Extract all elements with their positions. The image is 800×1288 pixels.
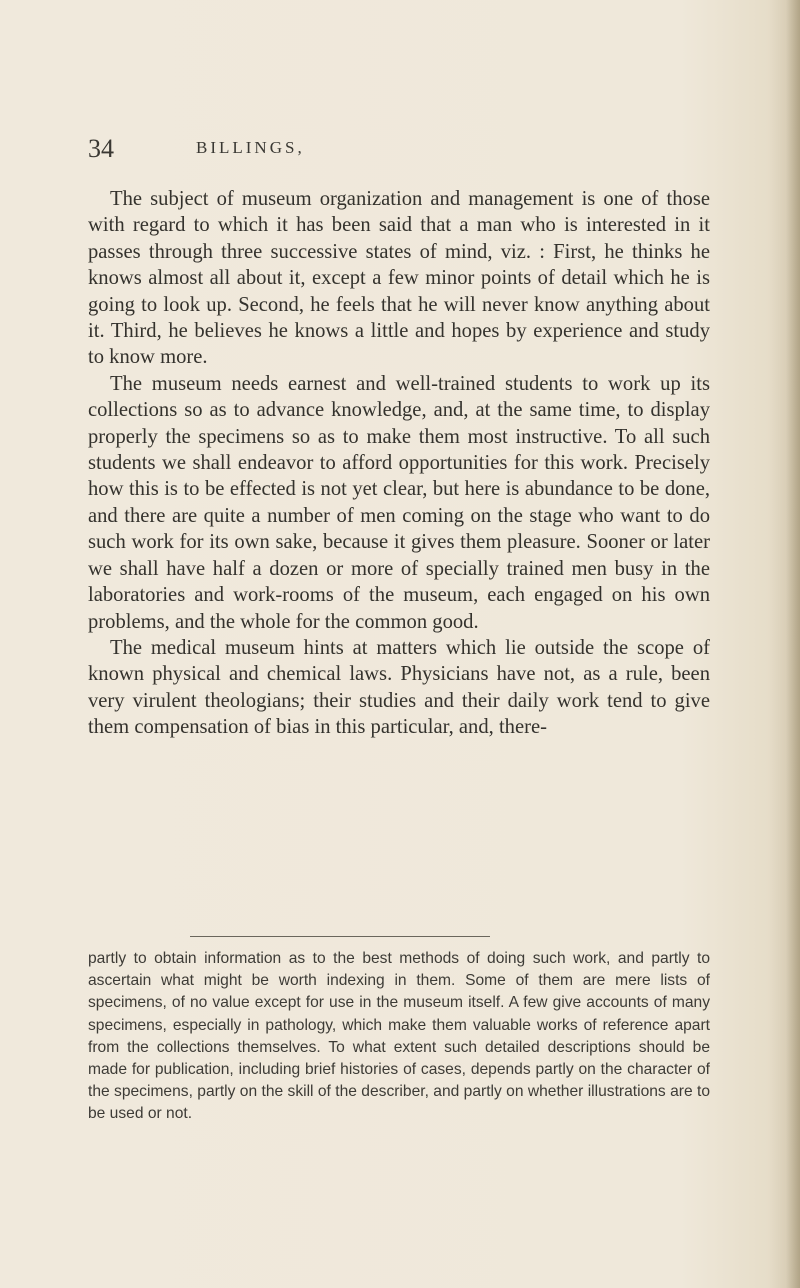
page-number: 34 [88,134,114,163]
page-edge-shadow [786,0,800,1288]
running-head: BILLINGS, [196,138,305,157]
paragraph-2: The museum needs earnest and well-trained students to work up its collections so as to advance knowledge, and, at the same time, to display properly the specimens so as to make them most instructive. To all such students we shall endeavor to afford opportunities for this work. Precisely how this is to be effected is not yet clear, but here is abundance to be done, and there are quite a number of men coming on the stage who want to do such work for its own sake, because it gives them pleasure. Sooner or later we shall have half a dozen or more of specially trained men busy in the laboratories and work-rooms of the museum, each engaged on his own problems, and the whole for the common good. [88,372,710,633]
footnote-text: partly to obtain information as to the best methods of doing such work, and partly to ascertain what might be worth indexing in them. Some of them are mere lists of specimens, of no value except for use in the museum itself. A few give accounts of many specimens, especially in pathology, which make them valuable works of reference apart from the collections themselves. To what extent such detailed descriptions should be made for publication, including brief histories of cases, depends partly on the character of the specimens, partly on the skill of the describer, and partly on whether illustrations are to be used or not. [88,950,710,1123]
page-header [88,134,728,174]
footnote-rule [190,936,490,937]
body-text [88,186,710,741]
paragraph-1: The subject of museum organization and management is one of those with regard to which it has been said that a man who is interested in it passes through three successive states of mind, viz. : First, he thinks he knows almost all about it, except a few minor points of detail which he is going to look up. Second, he feels that he will never know anything about it. Third, he believes he knows a little and hopes by experience and study to know more. [88,188,710,369]
paragraph-3: The medical museum hints at matters which lie outside the scope of known physical and chemical laws. Physicians have not, as a rule, been very virulent theologians; their studies and their daily work tend to give them compensation of bias in this particular, and, there- [88,636,710,739]
